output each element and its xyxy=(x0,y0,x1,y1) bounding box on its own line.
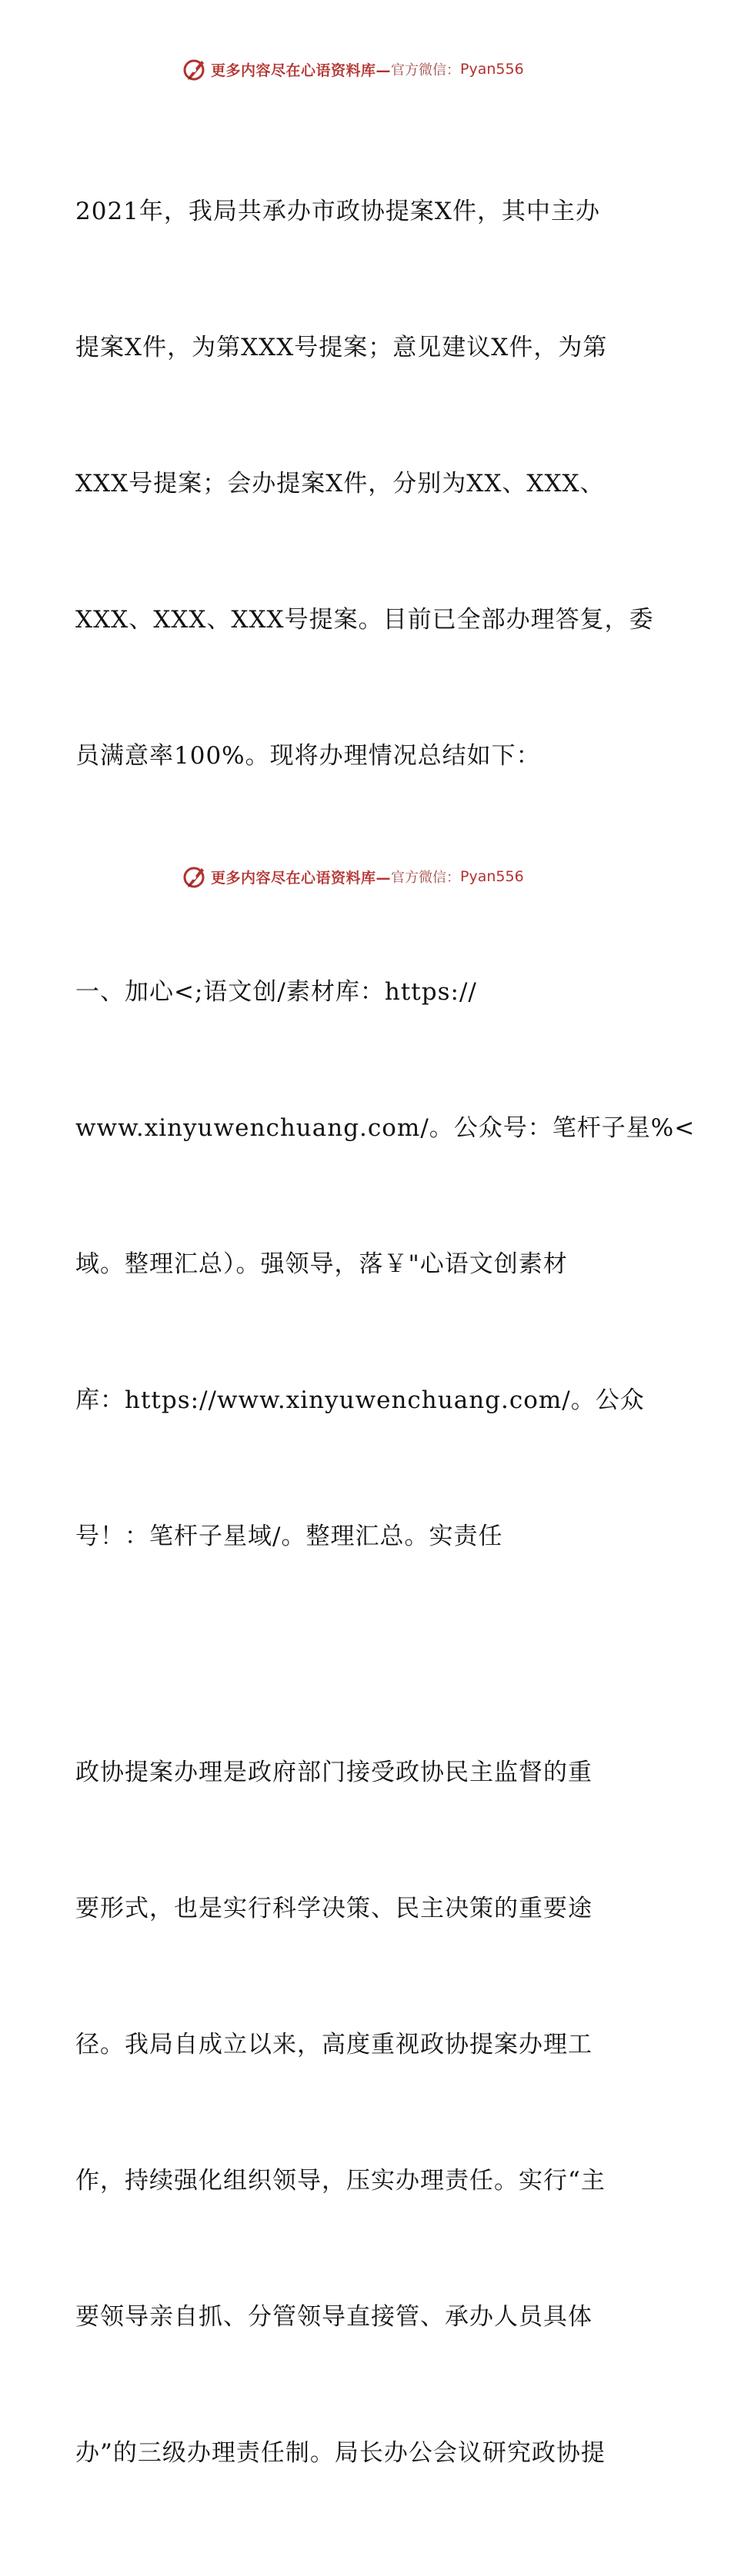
watermark-text: 更多内容尽在心语资料库— xyxy=(211,869,392,887)
paragraph-body xyxy=(75,1659,660,2567)
text-line: 要领导亲自抓、分管领导直接管、承办人员具体 xyxy=(75,2303,592,2331)
watermark-wechat-id: Pyan556 xyxy=(460,61,524,78)
text-line: 号！：笔杆子星域/。整理汇总。实责任 xyxy=(75,1523,503,1550)
text-line: 一、加心<;语文创/素材库：https:// xyxy=(75,978,477,1006)
watermark-wechat-label: 官方微信： xyxy=(391,62,461,78)
pen-logo-icon xyxy=(182,864,208,890)
watermark-wechat-label: 官方微信： xyxy=(391,870,461,886)
text-line: XXX号提案；会办提案X件，分别为XX、XXX、 xyxy=(75,470,605,498)
pen-logo-icon xyxy=(182,56,208,82)
text-line: 提案X件，为第XXX号提案；意见建议X件，为第 xyxy=(75,334,608,361)
text-line: 2021年，我局共承办市政协提案X件，其中主办 xyxy=(75,198,600,225)
text-line: 要形式，也是实行科学决策、民主决策的重要途 xyxy=(75,1895,592,1922)
watermark-text: 更多内容尽在心语资料库— xyxy=(211,62,392,79)
text-line: 径。我局自成立以来，高度重视政协提案办理工 xyxy=(75,2031,592,2058)
footer-watermark xyxy=(182,863,524,890)
text-line: 作，持续强化组织领导，压实办理责任。实行“主 xyxy=(75,2167,606,2195)
text-line: 办”的三级办理责任制。局长办公会议研究政协提 xyxy=(75,2439,606,2467)
text-line: 政协提案办理是政府部门接受政协民主监督的重 xyxy=(75,1759,592,1786)
text-line: 库：https://www.xinyuwenchuang.com/。公众 xyxy=(75,1386,645,1414)
text-line: 域。整理汇总）。强领导，落￥"心语文创素材 xyxy=(75,1250,568,1278)
text-line: XXX、XXX、XXX号提案。目前已全部办理答复，委 xyxy=(75,606,654,634)
paragraph-intro xyxy=(75,98,660,870)
document-body xyxy=(75,98,696,2576)
text-line: 员满意率100%。现将办理情况总结如下： xyxy=(75,742,541,770)
paragraph-section-heading xyxy=(75,879,696,1650)
header-watermark xyxy=(182,55,524,83)
text-line: www.xinyuwenchuang.com/。公众号：笔杆子星%< xyxy=(75,1114,696,1142)
watermark-wechat-id: Pyan556 xyxy=(460,868,524,885)
